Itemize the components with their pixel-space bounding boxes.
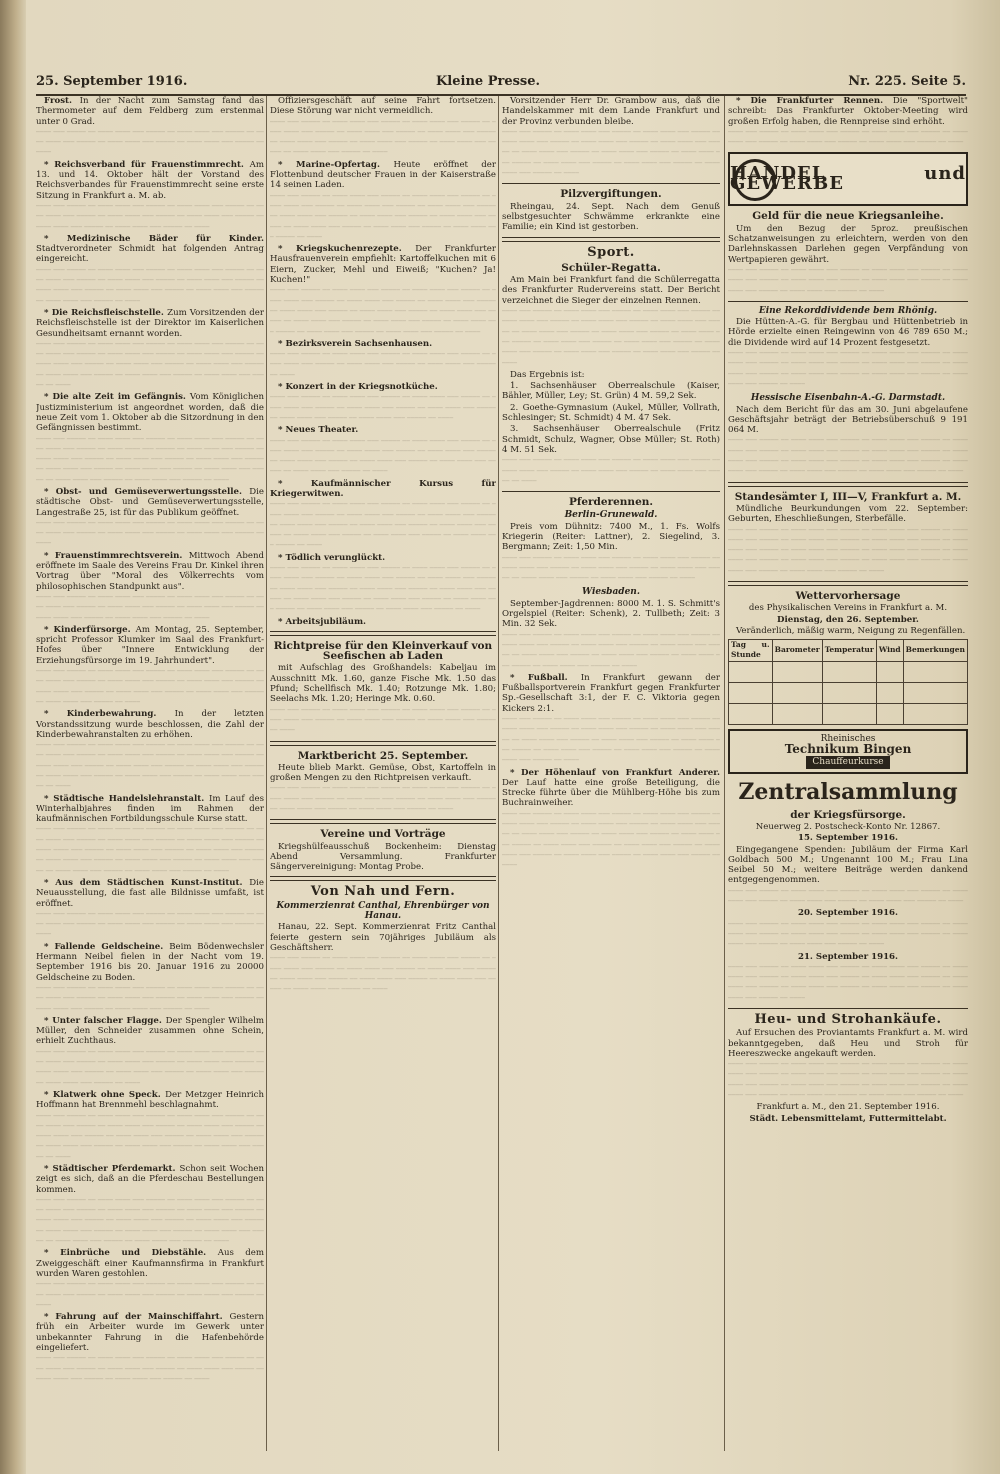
schueler-text: Am Main bei Frankfurt fand die Schülerregatta des Frankfurter Rudervereins statt. Der Bericht verzeichnet die Sieger der einzelnen Rennen. xyxy=(502,275,720,306)
ad-bottom: Chauffeurkurse xyxy=(806,756,889,768)
news-text: Heute eröffnet der Flottenbund deutscher Frauen in der Kaiserstraße 14 seinen Laden. xyxy=(270,159,496,191)
news-item xyxy=(36,1090,264,1111)
filler-text: ──── ─── ───── ── ──── ──── ─── ───── ── ──── ──── ─── ───── ── ──── ──── ─── ───── ── ──── ──── ─── ───── ── ──── ──── ─── ───── ── ──── xyxy=(728,887,968,906)
news-text: Stadtverordneter Schmidt hat folgenden Antrag eingereicht. xyxy=(36,244,264,265)
masthead xyxy=(36,72,966,96)
nahfern-subheading: Kommerzienrat Canthal, Ehrenbürger von Hanau. xyxy=(276,900,490,922)
news-text: Am Montag, 25. September, spricht Professor Klumker im Saal des Frankfurt-Hofes über "Innere Entwicklung der Erziehungsfürsorge im 19. Jahrhundert". xyxy=(36,624,264,666)
news-text: Aus dem Zweiggeschäft einer Kaufmannsfirma in Frankfurt wurden Waren gestohlen. xyxy=(36,1248,264,1279)
column-1 xyxy=(36,96,264,1451)
schueler-heading: Schüler-Regatta. xyxy=(561,261,661,274)
news-lead: * Bezirksverein Sachsenhausen. xyxy=(278,338,433,349)
rennen-text: Die "Sportwelt" schreibt: Das Frankfurter Oktober-Meeting wird großen Erfolg haben, die Rennpreise sind erhöht. xyxy=(728,96,968,127)
wetter-heading: Wettervorhersage xyxy=(795,589,901,602)
heu-sign: Frankfurt a. M., den 21. September 1916. xyxy=(756,1102,940,1113)
news-lead: Frost. xyxy=(44,96,80,106)
news-item xyxy=(36,942,264,983)
zentral-heading: Zentralsammlung xyxy=(738,778,958,805)
divider xyxy=(502,491,720,492)
masthead-date: 25. September 1916. xyxy=(36,74,188,89)
divider xyxy=(502,237,720,242)
stand-text: Mündliche Beurkundungen vom 22. September: Geburten, Eheschließungen, Sterbefälle. xyxy=(728,503,968,525)
news-text: Beim Bödenwechsler Hermann Neibel fielen in der Nacht vom 19. September 1916 bis 20. Januar 1916 zu 20000 Geldscheine zu Boden. xyxy=(36,941,264,983)
filler-text: ──── ─── ───── ── ──── ──── ─── ───── ── ──── ──── ─── ───── ── ──── ──── ─── ───── ── ──── ──── ─── ───── ── ──── ──── ─── ───── ── ──── ──── ─── ───── ── ──── ──── ─── ───── ── ──── xyxy=(36,202,264,231)
filler-text: ──── ─── ───── ── ──── ──── ─── ───── ── ──── ──── ─── ───── ── ──── ──── ─── ───── ── ──── ──── ─── ───── ── ──── ──── ─── ───── ── ──── ──── ─── ───── ── ──── ──── ─── ───── ── ──── ──── ─── ───── ── ──── ──── ─── ───── ── ──── xyxy=(728,963,968,1002)
berlin-heading: Berlin-Grunewald. xyxy=(564,510,658,521)
divider xyxy=(728,1008,968,1009)
sport-heading: Sport. xyxy=(587,244,635,260)
news-item xyxy=(36,1248,264,1279)
filler-text: ──── ─── ───── ── ──── ──── ─── ───── ── ──── ──── ─── ───── ── ──── ──── ─── ───── ── ──── ──── ─── ───── ── ──── ──── ─── ───── ── ──── xyxy=(36,910,264,939)
news-text: Am 13. und 14. Oktober hält der Vorstand des Reichsverbandes für Frauenstimmrecht seine erste Sitzung in Frankfurt a. M. ab. xyxy=(36,159,264,201)
news-item xyxy=(36,96,264,127)
news-text: Der Frankfurter Hausfrauenverein empfiehlt: Kartoffelkuchen mit 6 Eiern, Zucker, Mehl und Eiweiß; "Kuchen? Ja! Kuchen!" xyxy=(270,244,496,286)
pilz-heading: Pilzvergiftungen. xyxy=(560,188,662,201)
result-item: 1. Sachsenhäuser Oberrealschule (Kaiser, Bähler, Müller, Ley; St. Grün) 4 M. 59,2 Sek. xyxy=(502,381,720,402)
news-lead: * Fallende Geldscheine. xyxy=(44,941,170,952)
news-text: Der Metzger Heinrich Hoffmann hat Brennmehl beschlagnahmt. xyxy=(36,1089,264,1111)
news-lead: * Klatwerk ohne Speck. xyxy=(44,1089,166,1100)
zentral-date: 21. September 1916. xyxy=(797,951,899,962)
filler-text: ──── ─── ───── ── ──── ──── ─── ───── ── ──── ──── ─── ───── ── ──── ──── ─── ───── ── ──── ──── ─── ───── ── ──── ──── ─── ───── ── ──── xyxy=(728,128,968,147)
richtpreise-text: mit Aufschlag des Großhandels: Kabeljau im Ausschnitt Mk. 1.60, ganze Fische Mk. 1.50 das Pfund; Schellfisch Mk. 1.40; Rotzunge Mk. 1.80; Seelachs Mk. 1.20; Heringe Mk. 0.60. xyxy=(270,663,496,705)
filler-text: ──── ─── ───── ── ──── ──── ─── ───── ── ──── ──── ─── ───── ── ──── ──── ─── ───── ── ──── ──── ─── ───── ── ──── ──── ─── ───── ── ──── ──── ─── ───── ── ──── ──── ─── ───── ── ──── ──── ─── ───── ── ──── ──── ─── ───── ── ──── ──── ─── ───── ── ──── ──── ─── ───── ── ──── ──── ─── ───── ── ──── ──── ─── ───── ── ──── xyxy=(502,308,720,367)
filler-text: ──── ─── ───── ── ──── ──── ─── ───── ── ──── ──── ─── ───── ── ──── ──── ─── ───── ── ──── ──── ─── ───── ── ──── ──── ─── ───── ── ──── ──── ─── ───── ── ──── ──── ─── ───── ── ──── ──── ─── ───── ── ──── ──── ─── ───── ── ──── ──── ─── ───── ── ──── ──── ─── ───── ── ──── ──── ─── ───── ── ──── ──── ─── ───── ── ──── xyxy=(270,287,496,336)
hoehe-text: Der Lauf hatte eine große Beteiligung, die Strecke führte über die Mühlberg-Höhe bis zum Buchrainweiher. xyxy=(502,777,720,809)
news-lead: * Kinderbewahrung. xyxy=(44,709,175,720)
masthead-paper: Kleine Presse. xyxy=(436,74,541,89)
filler-text: ──── ─── ───── ── ──── ──── ─── ───── ── ──── ──── ─── ───── ── ──── ──── ─── ───── ── ──── ──── ─── ───── ── ──── ──── ─── ───── ── ──── xyxy=(36,1281,264,1309)
filler-text: ──── ─── ───── ── ──── ──── ─── ───── ── ──── ──── ─── ───── ── ──── ──── ─── ───── ── ──── ──── ─── ───── ── ──── ──── ─── ───── ── ──── ──── ─── ───── ── ──── ──── ─── ───── ── ──── ──── ─── ───── ── ──── ──── ─── ───── ── ──── xyxy=(728,350,968,388)
zentral-date: 20. September 1916. xyxy=(797,908,899,919)
news-lead: * Fahrung auf der Mainschiffahrt. xyxy=(44,1312,230,1323)
news-text: Der Spengler Wilhelm Müller, den Schneider zusammen ohne Schein, erhielt Zuchthaus. xyxy=(36,1015,264,1047)
filler-text: ──── ─── ───── ── ──── ──── ─── ───── ── ──── ──── ─── ───── ── ──── ──── ─── ───── ── ──── ──── ─── ───── ── ──── ──── ─── ───── ── ──── ──── ─── ───── ── ──── ──── ─── ───── ── ──── ──── ─── ───── ── ──── ──── ─── ───── ── ──── ──── ─── ───── ── ──── ──── ─── ───── ── ──── xyxy=(502,128,720,178)
hess-heading: Hessische Eisenbahn-A.-G. Darmstadt. xyxy=(750,393,946,404)
news-item xyxy=(36,709,264,740)
news-lead: * Reichsverband für Frauenstimmrecht. xyxy=(44,159,250,170)
news-lead: * Städtische Handelslehranstalt. xyxy=(44,793,209,804)
news-lead: * Unter falscher Flagge. xyxy=(44,1015,166,1026)
news-lead: * Obst- und Gemüseverwertungsstelle. xyxy=(44,486,250,497)
news-text: Zum Vorsitzenden der Reichsfleischstelle ist der Direktor im Kaiserlichen Gesundheitsamt ernannt worden. xyxy=(36,307,264,339)
news-item xyxy=(36,794,264,825)
zentral-subheading: der Kriegsfürsorge. xyxy=(790,808,906,821)
divider xyxy=(270,876,496,881)
column-2 xyxy=(270,96,496,1451)
filler-text: ──── ─── ───── ── ──── ──── ─── ───── ── ──── ──── ─── ───── ── ──── ──── ─── ───── ── ──── ──── ─── ───── ── ──── ──── ─── ───── ── ──── ──── ─── ───── ── ──── ──── ─── ───── ── ──── xyxy=(270,394,496,422)
zentral-date: 15. September 1916. xyxy=(797,833,899,844)
filler-text: ──── ─── ───── ── ──── ──── ─── ───── ── ──── ──── ─── ───── ── ──── ──── ─── ───── ── ──── ──── ─── ───── ── ──── ──── ─── ───── ── ──── ──── ─── ───── ── ──── ──── ─── ───── ── ──── ──── ─── ───── ── ──── ──── ─── ───── ── ──── xyxy=(502,631,720,670)
column-rule xyxy=(498,96,499,1451)
zentral-address: Neuerweg 2. Postscheck-Konto Nr. 12867. xyxy=(755,821,941,832)
wetter-date: Dienstag, den 26. September. xyxy=(777,614,919,625)
news-lead: * Marine-Opfertag. xyxy=(278,159,394,170)
news-text: Die Neuausstellung, die fast alle Bildnisse umfaßt, ist eröffnet. xyxy=(36,877,264,909)
news-item xyxy=(36,308,264,339)
result-item: 3. Sachsenhäuser Oberrealschule (Fritz Schmidt, Schulz, Wagner, Obse Müller; St. Roth) 4 M. 51 Sek. xyxy=(502,424,720,455)
news-lead: * Konzert in der Kriegsnotküche. xyxy=(278,382,438,393)
divider xyxy=(728,301,968,302)
filler-text: ──── ─── ───── ── ──── ──── ─── ───── ── ──── ──── ─── ───── ── ──── ──── ─── ───── ── ──── ──── ─── ───── ── ──── ──── ─── ───── ── ──── ──── ─── ───── ── ──── ──── ─── ───── ── ──── ──── ─── ───── ── ──── ──── ─── ───── ── ──── ──── ─── ───── ── ──── ──── ─── ───── ── ──── xyxy=(36,742,264,791)
news-item xyxy=(36,1312,264,1353)
filler-text: ──── ─── ───── ── ──── ──── ─── ───── ── ──── ──── ─── ───── ── ──── ──── ─── ───── ── ──── ──── ─── ───── ── ──── ──── ─── ───── ── ──── ──── ─── ───── ── ──── ──── ─── ───── ── ──── ──── ─── ───── ── ──── ──── ─── ───── ── ──── ──── ─── ───── ── ──── ──── ─── ───── ── ──── xyxy=(270,501,496,550)
weather-table-header: Bemerkungen xyxy=(903,640,967,662)
news-text: Vom Königlichen Justizministerium ist angeordnet worden, daß die neue Zeit vom 1. Oktober ab die Sitzordnung in den Gefängnissen bestimmt. xyxy=(36,392,264,434)
news-text: In der Nacht zum Samstag fand das Thermometer auf dem Feldberg zum erstenmal unter 0 Grad. xyxy=(36,96,264,127)
filler-text: ──── ─── ───── ── ──── ──── ─── ───── ── ──── ──── ─── ───── ── ──── ──── ─── ───── ── ──── ──── ─── ───── ── ──── ──── ─── ───── ── ──── ──── ─── ───── ── ──── ──── ─── ───── ── ──── xyxy=(728,920,968,949)
berlin-text: Preis vom Dühnitz: 7400 M., 1. Fs. Wolfs Kriegerin (Reiter: Lattner), 2. Siegelind, 3. Bergmann; Zeit: 1,50 Min. xyxy=(502,521,720,553)
intro-text: Offiziersgeschäft auf seine Fahrt fortsetzen. Diese Störung war nicht vermeidlich. xyxy=(270,96,496,117)
filler-text: ──── ─── ───── ── ──── ──── ─── ───── ── ──── ──── ─── ───── ── ──── ──── ─── ───── ── ──── ──── ─── ───── ── ──── ──── ─── ───── ── ──── xyxy=(270,706,496,735)
filler-text: ──── ─── ───── ── ──── ──── ─── ───── ── ──── ──── ─── ───── ── ──── ──── ─── ───── ── ──── ──── ─── ───── ── ──── ──── ─── ───── ── ──── ──── ─── ───── ── ──── ──── ─── ───── ── ──── ──── ─── ───── ── ──── ──── ─── ───── ── ──── ──── ─── ───── ── ──── ──── ─── ───── ── ──── ──── ─── ───── ── ──── ──── ─── ───── ── ──── xyxy=(36,826,264,875)
vereine-text: Kriegshülfeausschuß Bockenheim: Dienstag Abend Versammlung. Frankfurter Sängervereinigung: Montag Probe. xyxy=(270,841,496,873)
wiesbaden-text: September-Jagdrennen: 8000 M. 1. S. Schmitt's Orgelspiel (Reiter: Schenk), 2. Tullbeth; Zeit: 3 Min. 32 Sek. xyxy=(502,598,720,630)
filler-text: ──── ─── ───── ── ──── ──── ─── ───── ── ──── ──── ─── ───── ── ──── ──── ─── ───── ── ──── ──── ─── ───── ── ──── ──── ─── ───── ── ──── ──── ─── ───── ── ──── ──── ─── ───── ── ──── ──── ─── ───── ── ──── ──── ─── ───── ── ──── ──── ─── ───── ── ──── ──── ─── ───── ── ──── ──── ─── ───── ── ──── ──── ─── ───── ── ──── xyxy=(36,435,264,484)
filler-text: ──── ─── ───── ── ──── ──── ─── ───── ── ──── ──── ─── ───── ── ──── ──── ─── ───── ── ──── ──── ─── ───── ── ──── ──── ─── ───── ── ──── ──── ─── ───── ── ──── ──── ─── ───── ── ──── xyxy=(36,984,264,1013)
news-lead: * Die alte Zeit im Gefängnis. xyxy=(44,392,190,403)
filler-text: ──── ─── ───── ── ──── ──── ─── ───── ── ──── ──── ─── ───── ── ──── ──── ─── ───── ── ──── ──── ─── ───── ── ──── ──── ─── ───── ── ──── ──── ─── ───── ── ──── ──── ─── ───── ── ──── ──── ─── ───── ── ──── ──── ─── ───── ── ──── ──── ─── ───── ── ──── ──── ─── ───── ── ──── xyxy=(502,716,720,765)
news-lead: * Kinderfürsorge. xyxy=(44,624,136,635)
pilz-text: Rheingau, 24. Sept. Nach dem Genuß selbstgesuchter Schwämme erkrankte eine Familie; ein Kind ist gestorben. xyxy=(502,201,720,233)
divider xyxy=(270,631,496,636)
filler-text: ──── ─── ───── ── ──── ──── ─── ───── ── ──── ──── ─── ───── ── ──── ──── ─── ───── ── ──── ──── ─── ───── ── ──── ──── ─── ───── ── ──── ──── ─── ───── ── ──── ──── ─── ───── ── ──── ──── ─── ───── ── ──── ──── ─── ───── ── ──── ──── ─── ───── ── ──── ──── ─── ───── ── ──── ──── ─── ───── ── ──── ──── ─── ───── ── ──── xyxy=(36,1196,264,1246)
nahfern-text: Hanau, 22. Sept. Kommerzienrat Fritz Canthal feierte gestern sein 70jähriges Jubiläum als Geschäftsherr. xyxy=(270,922,496,953)
masthead-issue: Nr. 225. Seite 5. xyxy=(848,74,966,89)
filler-text: ──── ─── ───── ── ──── ──── ─── ───── ── ──── ──── ─── ───── ── ──── ──── ─── ───── ── ──── ──── ─── ───── ── ──── ──── ─── ───── ── ──── xyxy=(36,128,264,157)
divider xyxy=(270,819,496,824)
news-item xyxy=(270,244,496,285)
filler-text: ──── ─── ───── ── ──── ──── ─── ───── ── ──── ──── ─── ───── ── ──── ──── ─── ───── ── ──── ──── ─── ───── ── ──── ──── ─── ───── ── ──── ──── ─── ───── ── ──── ──── ─── ───── ── ──── ──── ─── ───── ── ──── ──── ─── ───── ── ──── ──── ─── ───── ── ──── ──── ─── ───── ── ──── xyxy=(728,1061,968,1100)
news-lead: * Frauenstimmrechtsverein. xyxy=(44,550,189,561)
weather-table xyxy=(728,639,968,725)
wheel-icon xyxy=(734,159,776,201)
filler-text: ──── ─── ───── ── ──── ──── ─── ───── ── ──── ──── ─── ───── ── ──── ──── ─── ───── ── ──── ──── ─── ───── ── ──── ──── ─── ───── ── ──── ──── ─── ───── ── ──── ──── ─── ───── ── ──── ──── ─── ───── ── ──── ──── ─── ───── ── ──── ──── ─── ───── ── ──── ──── ─── ───── ── ──── xyxy=(270,192,496,241)
column-rule xyxy=(724,96,725,1451)
result-item: 2. Goethe-Gymnasium (Aukel, Müller, Vollrath, Schlesinger; St. Schmidt) 4 M. 47 Sek. xyxy=(502,402,720,424)
news-lead: * Kaufmännischer Kursus für Kriegerwitwen. xyxy=(270,478,496,499)
heu-heading: Heu- und Strohankäufe. xyxy=(754,1012,942,1027)
richtpreise-heading: Richtpreise für den Kleinverkauf von Seefischen ab Laden xyxy=(273,639,493,663)
ad-title: Technikum Bingen xyxy=(784,742,912,757)
news-text: Mittwoch Abend eröffnete im Saale des Vereins Frau Dr. Kinkel ihren Vortrag über "Moral des Völkerrechts vom philosophischen Standpunkt aus". xyxy=(36,550,264,592)
filler-text: ──── ─── ───── ── ──── ──── ─── ───── ── ──── ──── ─── ───── ── ──── ──── ─── ───── ── ──── ──── ─── ───── ── ──── ──── ─── ───── ── ──── ──── ─── ───── ── ──── ──── ─── ───── ── ──── xyxy=(36,593,264,622)
filler-text: ──── ─── ───── ── ──── ──── ─── ───── ── ──── ──── ─── ───── ── ──── ──── ─── ───── ── ──── ──── ─── ───── ── ──── ──── ─── ───── ── ──── xyxy=(36,519,264,548)
wetter-text: Veränderlich, mäßig warm, Neigung zu Regenfällen. xyxy=(736,625,966,636)
news-lead: * Städtischer Pferdemarkt. xyxy=(44,1163,180,1174)
pferde-heading: Pferderennen. xyxy=(568,496,654,509)
marktbericht-heading: Marktbericht 25. September. xyxy=(297,749,469,762)
news-text: Schon seit Wochen zeigt es sich, daß an die Pferdeschau Bestellungen kommen. xyxy=(36,1163,264,1195)
news-item xyxy=(270,160,496,191)
news-lead: * Medizinische Bäder für Kinder. xyxy=(44,233,264,244)
marktbericht-text: Heute blieb Markt. Gemüse, Obst, Kartoffeln in großen Mengen zu den Richtpreisen verkauft. xyxy=(270,762,496,784)
technikum-ad xyxy=(728,729,968,774)
filler-text: ──── ─── ───── ── ──── ──── ─── ───── ── ──── ──── ─── ───── ── ──── ──── ─── ───── ── ──── ──── ─── ───── ── ──── ──── ─── ───── ── ──── ──── ─── ───── ── ──── ──── ─── ───── ── ──── ──── ─── ───── ── ──── ──── ─── ───── ── ──── xyxy=(270,118,496,157)
filler-text: ──── ─── ───── ── ──── ──── ─── ───── ── ──── ──── ─── ───── ── ──── ──── ─── ───── ── ──── ──── ─── ───── ── ──── ──── ─── ───── ── ──── ──── ─── ───── ── ──── ──── ─── ───── ── ──── ──── ─── ───── ── ──── ──── ─── ───── ── ──── xyxy=(270,955,496,994)
divider xyxy=(728,482,968,487)
news-text: Gestern früh ein Arbeiter wurde im Gewerk unter unbekannter Fahrung in die Hafenbehörde eingeliefert. xyxy=(36,1312,264,1354)
news-item xyxy=(36,1164,264,1195)
news-item xyxy=(36,234,264,265)
wetter-subheading: des Physikalischen Vereins in Frankfurt a. M. xyxy=(748,603,948,614)
stand-heading: Standesämter I, III—V, Frankfurt a. M. xyxy=(734,490,962,503)
nahfern-heading: Von Nah und Fern. xyxy=(310,884,456,900)
geld-text: Um den Bezug der 5proz. preußischen Schatzanweisungen zu erleichtern, werden von den Darlehnskassen Darlehen gegen Verpfändung von Wertpapieren gewährt. xyxy=(728,223,968,265)
divider xyxy=(502,183,720,184)
weather-table-header: Barometer xyxy=(772,640,822,662)
filler-text: ──── ─── ───── ── ──── ──── ─── ───── ── ──── ──── ─── ───── ── ──── ──── ─── ───── ── ──── ──── ─── ───── ── ──── ──── ─── ───── ── ──── ──── ─── ───── ── ──── ──── ─── ───── ── ──── xyxy=(502,554,720,583)
news-lead: * Aus dem Städtischen Kunst-Institut. xyxy=(44,877,250,888)
weather-table-header: Wind xyxy=(876,640,903,662)
news-item xyxy=(36,160,264,201)
filler-text: ──── ─── ───── ── ──── ──── ─── ───── ── ──── ──── ─── ───── ── ──── ──── ─── ───── ── ──── ──── ─── ───── ── ──── ──── ─── ───── ── ──── ──── ─── ───── ── ──── ──── ─── ───── ── ──── xyxy=(36,1355,264,1383)
handel-banner xyxy=(728,152,968,206)
filler-text: ──── ─── ───── ── ──── ──── ─── ───── ── ──── ──── ─── ───── ── ──── ──── ─── ───── ── ──── ──── ─── ───── ── ──── ──── ─── ───── ── ──── ──── ─── ───── ── ──── ──── ─── ───── ── ──── ──── ─── ───── ── ──── ──── ─── ───── ── ──── xyxy=(270,437,496,476)
news-item xyxy=(36,551,264,592)
nekar-heading: Eine Rekorddividende bem Rhönig. xyxy=(758,305,938,316)
news-text: Die städtische Obst- und Gemüseverwertungsstelle, Langestraße 25, ist für das Publikum geöffnet. xyxy=(36,486,264,518)
nekar-text: Die Hütten-A.-G. für Bergbau und Hüttenbetrieb in Hörde erzielte einen Reingewinn von 46 789 650 M.; die Dividende wird auf 14 Prozent festgesetzt. xyxy=(728,317,968,348)
ad-subtitle: Rheinisches xyxy=(820,733,876,744)
news-lead: * Tödlich verunglückt. xyxy=(278,552,386,563)
intro-text: Vorsitzender Herr Dr. Grambow aus, daß die Handelskammer mit dem Lande Frankfurt und der Provinz verbunden bleibe. xyxy=(502,96,720,127)
filler-text: ──── ─── ───── ── ──── ──── ─── ───── ── ──── ──── ─── ───── ── ──── ──── ─── ───── ── ──── ──── ─── ───── ── ──── ──── ─── ───── ── ──── ──── ─── ───── ── ──── ──── ─── ───── ── ──── ──── ─── ───── ── ──── ──── ─── ───── ── ──── ──── ─── ───── ── ──── ──── ─── ───── ── ──── ──── ─── ───── ── ──── ──── ─── ───── ── ──── xyxy=(502,810,720,870)
filler-text: ──── ─── ───── ── ──── ──── ─── ───── ── ──── ──── ─── ───── ── ──── ──── ─── ───── ── ──── ──── ─── ───── ── ──── ──── ─── ───── ── ──── ──── ─── ───── ── ──── ──── ─── ───── ── ──── ──── ─── ───── ── ──── ──── ─── ───── ── ──── ──── ─── ───── ── ──── ──── ─── ───── ── ──── xyxy=(728,437,968,476)
handel-banner-title: HANDEL und GEWERBE xyxy=(730,163,966,195)
news-lead: * Neues Theater. xyxy=(278,425,359,436)
divider xyxy=(728,581,968,586)
page-fold xyxy=(0,0,26,1474)
filler-text: ──── ─── ───── ── ──── ──── ─── ───── ── ──── ──── ─── ───── ── ──── ──── ─── ───── ── ──── ──── ─── ───── ── ──── ──── ─── ───── ── ──── ──── ─── ───── ── ──── ──── ─── ───── ── ──── ──── ─── ───── ── ──── ──── ─── ───── ── ──── ──── ─── ───── ── ──── ──── ─── ───── ── ──── ──── ─── ───── ── ──── ──── ─── ───── ── ──── xyxy=(270,565,496,614)
news-item xyxy=(36,625,264,666)
heu-office: Städt. Lebensmittelamt, Futtermittelabt. xyxy=(749,1113,947,1124)
filler-text: ──── ─── ───── ── ──── ──── ─── ───── ── ──── ──── ─── ───── ── ──── ──── ─── ───── ── ──── ──── ─── ───── ── ──── ──── ─── ───── ── ──── ──── ─── ───── ── ──── ──── ─── ───── ── ──── ──── ─── ───── ── ──── ──── ─── ───── ── ──── xyxy=(36,266,264,305)
news-item xyxy=(36,1016,264,1047)
news-item xyxy=(36,487,264,518)
divider xyxy=(270,741,496,746)
column-rule xyxy=(266,96,267,1451)
filler-text: ──── ─── ───── ── ──── ──── ─── ───── ── ──── ──── ─── ───── ── ──── ──── ─── ───── ── ──── ──── ─── ───── ── ──── ──── ─── ───── ── ──── ──── ─── ───── ── ──── ──── ─── ───── ── ──── ──── ─── ───── ── ──── ──── ─── ───── ── ──── ──── ─── ───── ── ──── ──── ─── ───── ── ──── xyxy=(36,1112,264,1161)
filler-text: ──── ─── ───── ── ──── ──── ─── ───── ── ──── ──── ─── ───── ── ──── ──── ─── ───── ── ──── ──── ─── ───── ── ──── ──── ─── ───── ── ──── xyxy=(270,351,496,379)
news-lead: * Die Frankfurter Rennen. xyxy=(736,96,884,106)
filler-text: ──── ─── ───── ── ──── ──── ─── ───── ── ──── ──── ─── ───── ── ──── ──── ─── ───── ── ──── ──── ─── ───── ── ──── ──── ─── ───── ── ──── ──── ─── ───── ── ──── ──── ─── ───── ── ──── ──── ─── ───── ── ──── ──── ─── ───── ── ──── ──── ─── ───── ── ──── ──── ─── ───── ── ──── ──── ─── ───── ── ──── ──── ─── ───── ── ──── xyxy=(728,526,968,575)
news-lead: * Die Reichsfleischstelle. xyxy=(44,307,168,318)
news-lead: * Der Höhenlauf von Frankfurt Anderer. xyxy=(510,767,720,778)
weather-table-header: Temperatur xyxy=(822,640,876,662)
filler-text: ──── ─── ───── ── ──── ──── ─── ───── ── ──── ──── ─── ───── ── ──── ──── ─── ───── ── ──── ──── ─── ───── ── ──── ──── ─── ───── ── ──── ──── ─── ───── ── ──── ──── ─── ───── ── ──── xyxy=(270,785,496,813)
news-lead: * Einbrüche und Diebstähle. xyxy=(44,1248,218,1259)
vereine-heading: Vereine und Vorträge xyxy=(320,828,446,841)
news-text: In der letzten Vorstandssitzung wurde beschlossen, die Zahl der Kinderbewahranstalten zu erhöhen. xyxy=(36,709,264,740)
filler-text: ──── ─── ───── ── ──── ──── ─── ───── ── ──── ──── ─── ───── ── ──── ──── ─── ───── ── ──── ──── ─── ───── ── ──── ──── ─── ───── ── ──── xyxy=(502,457,720,485)
news-item xyxy=(36,392,264,433)
column-3 xyxy=(502,96,720,1451)
wiesbaden-heading: Wiesbaden. xyxy=(582,587,640,598)
news-lead: * Kriegskuchenrezepte. xyxy=(278,244,416,255)
news-text: Im Lauf des Winterhalbjahres finden im Rahmen der kaufmännischen Fortbildungsschule Kurse statt. xyxy=(36,793,264,825)
news-lead: * Arbeitsjubiläum. xyxy=(278,616,367,627)
geld-heading: Geld für die neue Kriegsanleihe. xyxy=(752,210,944,223)
fussball-text: In Frankfurt gewann der Fußballsportverein Frankfurt gegen Frankfurter Sp.-Gesellschaft 3:1, der F. C. Viktoria gegen Kickers 2:1. xyxy=(502,672,720,714)
hess-text: Nach dem Bericht für das am 30. Juni abgelaufene Geschäftsjahr beträgt der Betriebsüberschuß 9 191 064 M. xyxy=(728,404,968,436)
zentral-text: Eingegangene Spenden: Jubiläum der Firma Karl Goldbach 500 M.; Ungenannt 100 M.; Frau Lina Seibel 50 M.; weitere Beiträge werden dankend entgegengenommen. xyxy=(728,844,968,886)
news-item xyxy=(36,878,264,909)
column-4 xyxy=(728,96,968,1451)
filler-text: ──── ─── ───── ── ──── ──── ─── ───── ── ──── ──── ─── ───── ── ──── ──── ─── ───── ── ──── ──── ─── ───── ── ──── ──── ─── ───── ── ──── ──── ─── ───── ── ──── ──── ─── ───── ── ──── xyxy=(728,266,968,295)
news-lead: * Fußball. xyxy=(510,672,568,683)
weather-table-header: Tag u. Stunde xyxy=(729,640,773,662)
filler-text: ──── ─── ───── ── ──── ──── ─── ───── ── ──── ──── ─── ───── ── ──── ──── ─── ───── ── ──── ──── ─── ───── ── ──── ──── ─── ───── ── ──── ──── ─── ───── ── ──── ──── ─── ───── ── ──── ──── ─── ───── ── ──── ──── ─── ───── ── ──── xyxy=(36,668,264,706)
results-label: Das Ergebnis ist: xyxy=(510,369,585,380)
heu-text: Auf Ersuchen des Proviantamts Frankfurt a. M. wird bekanntgegeben, daß Heu und Stroh für Heereszwecke angekauft werden. xyxy=(728,1028,968,1059)
filler-text: ──── ─── ───── ── ──── ──── ─── ───── ── ──── ──── ─── ───── ── ──── ──── ─── ───── ── ──── ──── ─── ───── ── ──── ──── ─── ───── ── ──── ──── ─── ───── ── ──── ──── ─── ───── ── ──── ──── ─── ───── ── ──── ──── ─── ───── ── ──── xyxy=(36,1048,264,1087)
filler-text: ──── ─── ───── ── ──── ──── ─── ───── ── ──── ──── ─── ───── ── ──── ──── ─── ───── ── ──── ──── ─── ───── ── ──── ──── ─── ───── ── ──── ──── ─── ───── ── ──── ──── ─── ───── ── ──── ──── ─── ───── ── ──── ──── ─── ───── ── ──── ──── ─── ───── ── ──── ──── ─── ───── ── ──── xyxy=(36,340,264,390)
